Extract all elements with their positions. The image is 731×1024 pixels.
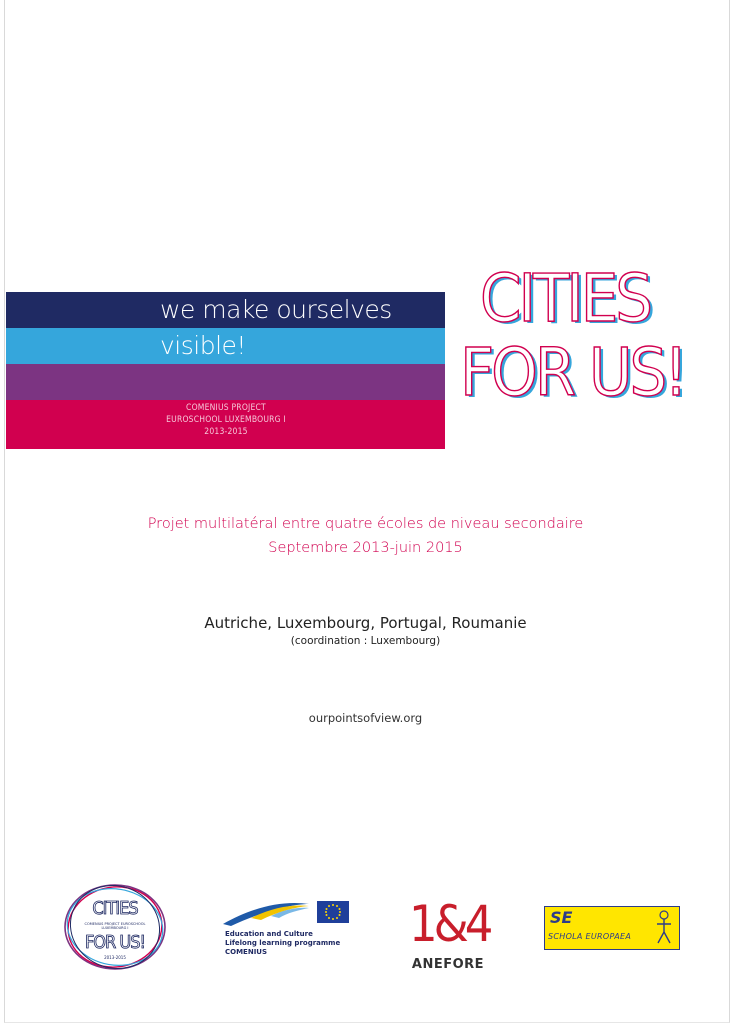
eu-logo-line2: Lifelong learning programme bbox=[225, 939, 341, 947]
comenius-line2: EUROSCHOOL LUXEMBOURG I bbox=[166, 415, 286, 425]
comenius-label bbox=[126, 402, 326, 438]
eu-lifelong-learning-logo bbox=[221, 898, 351, 960]
project-line2: Septembre 2013-juin 2015 bbox=[268, 540, 463, 556]
anefore-word: ANEFORE bbox=[411, 957, 485, 972]
project-description bbox=[0, 512, 731, 560]
schola-europaea-logo bbox=[544, 906, 680, 950]
eu-logo-line3: COMENIUS bbox=[225, 948, 268, 956]
banner-stripes bbox=[6, 292, 445, 449]
project-line1: Projet multilatéral entre quatre écoles de niveau secondaire bbox=[147, 516, 584, 532]
cities-logo-years: 2013-2015 bbox=[104, 955, 126, 960]
comenius-line3: 2013-2015 bbox=[204, 427, 248, 437]
cities-logo-small: COMENIUS PROJECT EUROSCHOOL LUXEMBOURG I bbox=[84, 922, 146, 930]
website-link[interactable]: ourpointsofview.org bbox=[308, 711, 423, 725]
eu-logo-line1: Education and Culture bbox=[225, 930, 313, 938]
coordination-note: (coordination : Luxembourg) bbox=[290, 635, 441, 647]
comenius-line1: COMENIUS PROJECT bbox=[186, 403, 266, 413]
main-title bbox=[460, 260, 685, 411]
anefore-mark: 1&4 bbox=[409, 895, 490, 953]
cities-for-us-logo bbox=[62, 882, 168, 972]
cities-logo-line1: CITIES bbox=[92, 898, 138, 919]
eu-logo-text bbox=[225, 930, 340, 957]
main-title-line1: CITIES bbox=[480, 260, 650, 337]
schola-logo-mark: SE bbox=[550, 908, 573, 927]
cities-logo-line2: FOR US! bbox=[84, 932, 146, 953]
partner-countries: Autriche, Luxembourg, Portugal, Roumanie bbox=[204, 614, 527, 632]
anefore-logo bbox=[409, 893, 490, 975]
schola-figure-icon bbox=[652, 910, 676, 946]
stripe-purple bbox=[6, 364, 445, 400]
tagline-line1: we make ourselves bbox=[160, 295, 392, 324]
eu-swoosh-flag-icon bbox=[221, 898, 351, 928]
main-title-line2: FOR US! bbox=[460, 334, 685, 411]
tagline-line2: visible! bbox=[160, 331, 246, 360]
schola-logo-text: SCHOLA EUROPAEA bbox=[548, 932, 632, 941]
